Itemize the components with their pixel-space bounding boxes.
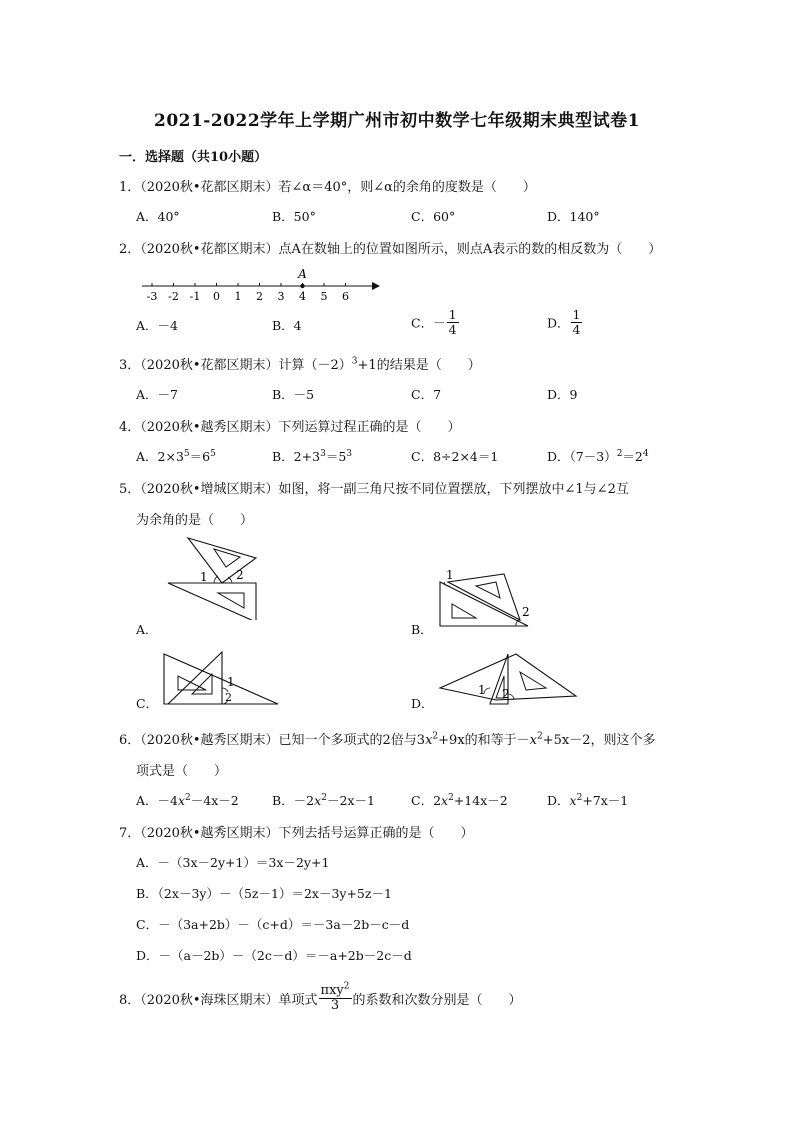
q6-a-pre: A．－4 (136, 793, 178, 808)
q6-var-x: x (441, 793, 449, 808)
q2-option-a: A．－4 (136, 318, 178, 333)
q4-stem: 4．（2020秋•越秀区期末）下列运算过程正确的是（ ） (119, 420, 461, 435)
number-line-tick-label: -3 (146, 290, 158, 303)
number-line-arrow-icon (372, 282, 380, 290)
q7-option-a: A．－（3x－2y+1）＝3x－2y+1 (136, 855, 330, 870)
fraction-numerator: 1 (448, 307, 457, 322)
angle-1-label: 1 (227, 675, 235, 689)
q6-d-post: +7x－1 (582, 793, 629, 808)
q3-exponent: 3 (351, 356, 358, 367)
page-title: 2021-2022学年上学期广州市初中数学七年级期末典型试卷1 (153, 111, 640, 131)
q6-stem-line1 (119, 729, 656, 748)
angle-2-label: 2 (236, 568, 244, 582)
q1-option-d: D．140° (547, 209, 600, 224)
q4-option-c: C．8÷2×4＝1 (411, 449, 499, 464)
q8-numerator-exp: 2 (343, 981, 350, 992)
q3-option-d: D．9 (547, 387, 578, 402)
q6-sq: 2 (448, 792, 454, 803)
q1-option-c: C．60° (411, 209, 456, 224)
set-square-lower (168, 583, 256, 620)
number-line-tick-label: 2 (256, 290, 263, 303)
q6-c-post: +14x－2 (453, 793, 508, 808)
q6-option-a (136, 791, 239, 809)
fraction-numerator: 1 (572, 307, 581, 322)
q6-var-x: x (425, 733, 433, 748)
angle-2-label: 2 (502, 687, 510, 701)
q6-term-9x: +9x (438, 733, 465, 748)
set-square-right-hole (452, 604, 476, 618)
q6-sq: 2 (537, 731, 543, 742)
q6-var-x: x (569, 793, 577, 808)
q8-stem-post: 的系数和次数分别是（ ） (352, 993, 522, 1008)
q6-term-5x: +5x (542, 733, 570, 748)
number-line-tick-label: 4 (299, 290, 306, 303)
number-line-tick-label: 1 (234, 290, 242, 303)
q2-option-c (411, 308, 460, 337)
q2-option-c-fraction (447, 308, 459, 337)
q4-a-exp2: 5 (210, 448, 216, 459)
fraction-denominator: 4 (448, 322, 457, 337)
q5-figure-d (436, 650, 581, 710)
q1-option-b: B．50° (272, 209, 316, 224)
section-heading: 一．选择题（共10小题） (119, 150, 268, 165)
q6-c-pre: C．2 (411, 793, 442, 808)
set-square-lower-hole (218, 593, 244, 608)
q5-stem-line2: 为余角的是（ ） (136, 513, 254, 528)
q5-figure-a (160, 535, 270, 620)
q4-b-pre: B．2+3 (272, 449, 321, 464)
angle-1-label: 1 (446, 570, 454, 582)
point-a-label: A (298, 267, 307, 281)
q4-option-b (272, 447, 352, 465)
q7-option-c: C．－（3a+2b）－（c+d）＝－3a－2b－c－d (136, 917, 410, 932)
q3-option-a: A．－7 (136, 387, 178, 402)
angle-2-arc (516, 620, 520, 626)
number-line-tick-label: -1 (189, 290, 201, 303)
set-square-tilted-hole (476, 582, 500, 598)
q2-option-d-fraction (571, 308, 583, 337)
q6-line1-a: 6．（2020秋•越秀区期末）已知一个多项式的2倍与3 (119, 733, 426, 748)
q7-option-d: D．－（a－2b）－（2c－d）＝－a+2b－2c－d (136, 948, 412, 963)
q5-stem-line1: 5．（2020秋•增城区期末）如图，将一副三角尺按不同位置摆放，下列摆放中∠1与∠2互 (119, 482, 629, 497)
q1-stem: 1．（2020秋•花都区期末）若∠α＝40°，则∠α的余角的度数是（ ） (119, 180, 536, 195)
q4-b-mid: ＝5 (325, 449, 347, 464)
number-line-tick-label: 0 (213, 290, 220, 303)
q4-b-exp1: 3 (320, 448, 326, 459)
q5-figure-b (436, 570, 536, 632)
number-line-tick-label: 5 (320, 290, 328, 303)
q4-d-mid: ＝2 (622, 449, 643, 464)
q8-stem-pre: 8．（2020秋•海珠区期末）单项式 (119, 993, 318, 1008)
q6-var-x: x (314, 793, 322, 808)
q6-sq: 2 (321, 792, 327, 803)
q4-option-a (136, 447, 216, 465)
q7-stem: 7．（2020秋•越秀区期末）下列去括号运算正确的是（ ） (119, 826, 474, 841)
q6-a-post: －4x－2 (190, 793, 239, 808)
q6-sq: 2 (576, 792, 583, 803)
angle-1-label: 1 (200, 570, 208, 584)
q6-sq: 2 (432, 731, 439, 742)
number-line-tick-label: -2 (168, 290, 179, 303)
q3-option-c: C．7 (411, 387, 442, 402)
q3-option-b: B．－5 (272, 387, 315, 402)
q4-b-exp2: 3 (346, 448, 352, 459)
q6-d-pre: D． (547, 793, 570, 808)
set-square-long-hole (178, 676, 206, 690)
fraction-numerator (319, 981, 352, 999)
q5-option-d-label: D． (411, 696, 434, 711)
q5-figure-c (160, 650, 285, 708)
q4-d-exp1: 2 (616, 448, 623, 459)
q2-option-d-prefix: D． (547, 315, 570, 331)
q8-stem (119, 981, 522, 1013)
q8-monomial-fraction (319, 981, 352, 1013)
q8-numerator-text: πxy (320, 983, 344, 998)
q6-sq: 2 (185, 792, 191, 803)
q5-option-c-label: C． (136, 696, 159, 711)
q2-stem: 2．（2020秋•花都区期末）点A在数轴上的位置如图所示，则点A表示的数的相反数为（ ） (119, 242, 662, 257)
q6-option-b (272, 791, 375, 809)
q6-var-x: x (529, 733, 538, 748)
q6-stem-line2: 项式是（ ） (136, 764, 228, 779)
point-a-marker (300, 284, 304, 288)
q2-option-d (547, 308, 583, 337)
q6-line1-b: 的和等于－ (464, 733, 530, 748)
q7-option-b: B．（2x－3y）－（5z－1）＝2x－3y+5z－1 (136, 886, 392, 901)
q5-option-a-label: A． (136, 622, 158, 637)
q3-stem-pre: 3．（2020秋•花都区期末）计算（－2） (119, 358, 352, 373)
q6-option-d (547, 791, 628, 809)
q4-a-exp1: 5 (183, 448, 190, 459)
set-square-tilted (448, 574, 520, 620)
q3-stem (119, 354, 481, 373)
set-square-wide-hole (520, 672, 546, 690)
number-line-tick-label: 3 (277, 290, 285, 303)
q6-b-post: －2x－1 (326, 793, 375, 808)
q6-b-pre: B．－2 (272, 793, 315, 808)
number-line-tick-label: 6 (342, 290, 349, 303)
q4-a-mid: ＝6 (189, 449, 211, 464)
q4-a-pre: A．2×3 (136, 449, 184, 464)
q4-d-pre: D．（7－3） (547, 449, 617, 464)
q1-option-a: A．40° (136, 209, 180, 224)
q6-var-x: x (177, 793, 186, 808)
angle-1-label: 1 (478, 683, 486, 697)
angle-2-label: 2 (225, 691, 232, 704)
q5-option-b-label: B． (411, 622, 433, 637)
set-square-long (164, 654, 278, 704)
q4-option-d (547, 447, 649, 465)
q2-option-b: B．4 (272, 318, 302, 333)
angle-2-label: 2 (522, 605, 530, 619)
q3-stem-post: +1的结果是（ ） (357, 358, 481, 373)
q6-option-c (411, 791, 508, 809)
q6-line1-c: －2，则这个多 (569, 733, 656, 748)
fraction-denominator: 4 (572, 322, 581, 337)
q4-d-exp2: 4 (642, 448, 649, 459)
fraction-denominator: 3 (330, 998, 340, 1013)
q2-number-line (136, 266, 386, 306)
q2-option-c-prefix: C．－ (411, 315, 446, 331)
